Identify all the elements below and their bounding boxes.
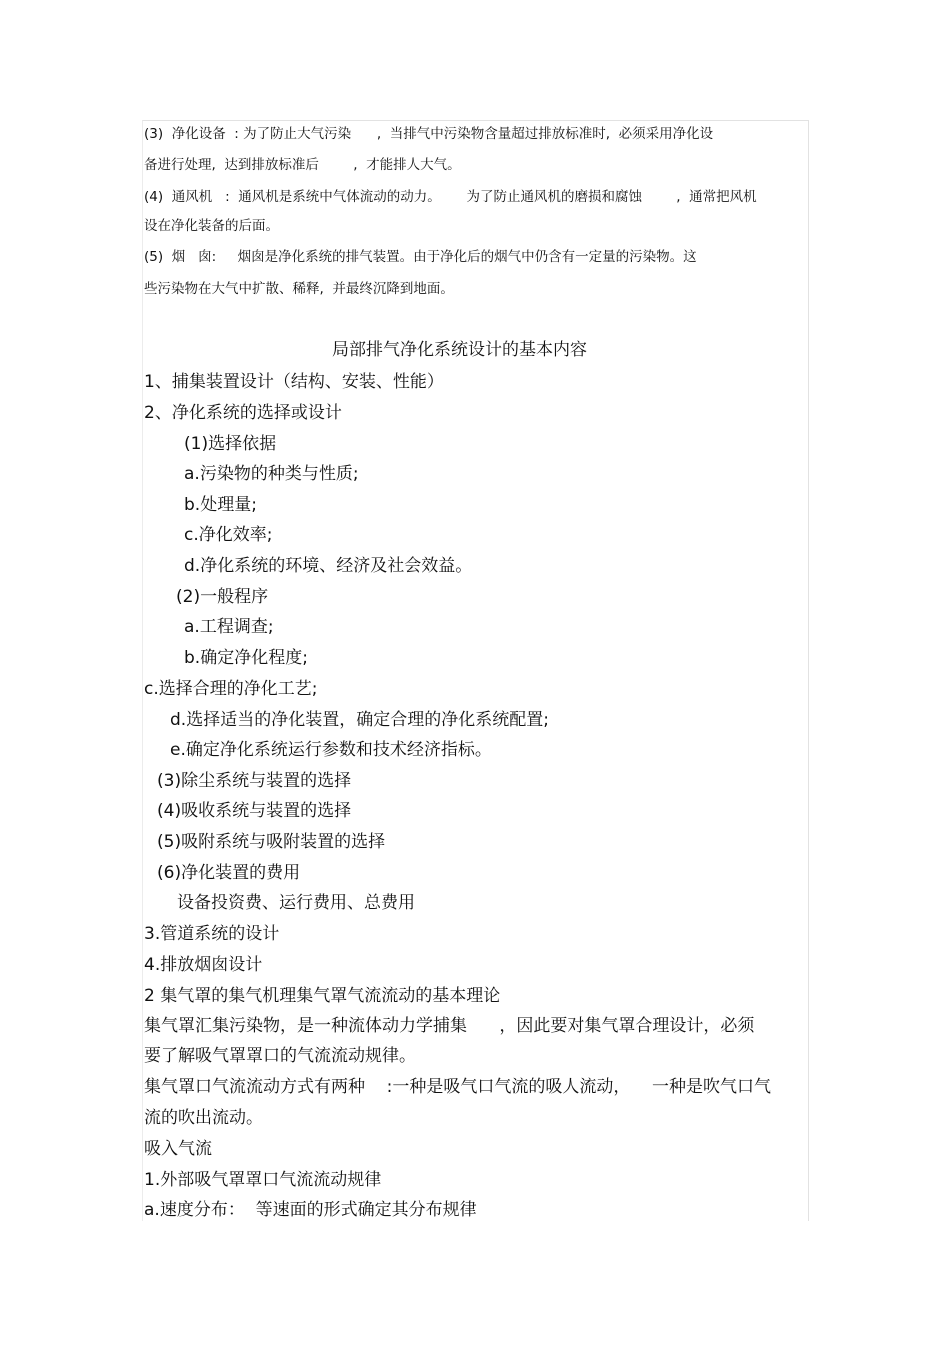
text-line: 2、净化系统的选择或设计: [144, 403, 342, 423]
text-line: 设在净化装备的后面。: [144, 218, 279, 234]
text-line: b.处理量;: [184, 495, 257, 515]
text-line: c.选择合理的净化工艺;: [144, 679, 318, 699]
text-line: a.工程调查;: [184, 617, 274, 637]
text-line: (3) 净化设备 : 为了防止大气污染 , 当排气中污染物含量超过排放标准时, 必须采用净化设: [144, 126, 714, 142]
text-line: 3.管道系统的设计: [144, 924, 280, 944]
text-line: 吸入气流: [144, 1139, 212, 1159]
text-line: 4.排放烟囱设计: [144, 955, 263, 975]
text-line: 流的吹出流动。: [144, 1108, 263, 1128]
text-line: d.净化系统的环境、经济及社会效益。: [184, 556, 473, 576]
text-line: 设备投资费、运行费用、总费用: [177, 893, 415, 913]
text-line: d.选择适当的净化装置，确定合理的净化系统配置;: [170, 710, 549, 730]
text-line: (6)净化装置的费用: [157, 863, 301, 883]
text-line: 1、捕集装置设计（结构、安装、性能）: [144, 372, 444, 392]
text-line: (4) 通风机 : 通风机是系统中气体流动的动力。 为了防止通风机的磨损和腐蚀 , 通常把风机: [144, 189, 757, 205]
text-line: 2 集气罩的集气机理集气罩气流流动的基本理论: [144, 986, 501, 1006]
text-line: c.净化效率;: [184, 525, 273, 545]
text-line: 1.外部吸气罩罩口气流流动规律: [144, 1170, 382, 1190]
text-line: (1)选择依据: [184, 434, 277, 454]
text-line: 要了解吸气罩罩口的气流流动规律。: [144, 1046, 416, 1066]
section-heading: 局部排气净化系统设计的基本内容: [332, 340, 587, 360]
text-line: 备进行处理, 达到排放标准后 , 才能排人大气。: [144, 157, 461, 173]
text-line: (5) 烟 囱: 烟囱是净化系统的排气装置。由于净化后的烟气中仍含有一定量的污染物。这: [144, 249, 697, 265]
text-line: 些污染物在大气中扩散、稀释, 并最终沉降到地面。: [144, 281, 454, 297]
text-line: b.确定净化程度;: [184, 648, 308, 668]
text-line: a.速度分布： 等速面的形式确定其分布规律: [144, 1200, 477, 1220]
text-line: 集气罩汇集污染物，是一种流体动力学捕集 ，因此要对集气罩合理设计，必须: [144, 1016, 755, 1036]
text-line: 集气罩口气流流动方式有两种 :一种是吸气口气流的吸人流动， 一种是吹气口气: [144, 1077, 771, 1097]
text-line: (3)除尘系统与装置的选择: [157, 771, 352, 791]
text-line: (4)吸收系统与装置的选择: [157, 801, 352, 821]
text-line: (2)一般程序: [176, 587, 269, 607]
text-line: (5)吸附系统与吸附装置的选择: [157, 832, 386, 852]
text-line: e.确定净化系统运行参数和技术经济指标。: [170, 740, 492, 760]
text-line: a.污染物的种类与性质;: [184, 464, 359, 484]
